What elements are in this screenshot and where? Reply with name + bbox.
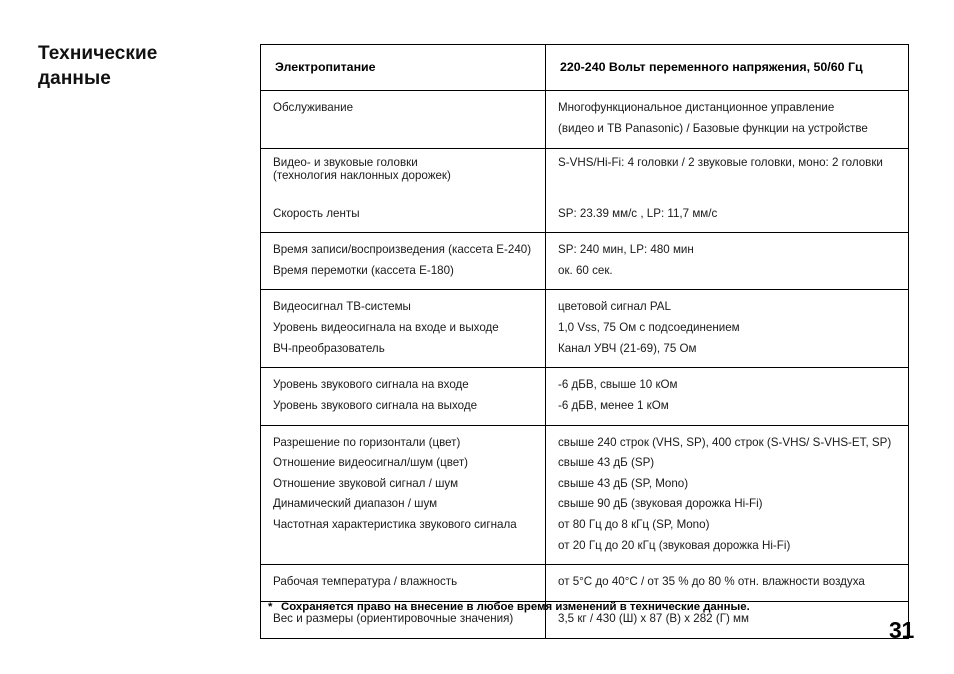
row-value-cell	[546, 425, 909, 565]
cell-line: Видео- и звуковые головки	[273, 155, 418, 169]
cell-line: -6 дБВ, менее 1 кОм	[558, 398, 669, 412]
footnote-marker: *	[268, 601, 273, 613]
cell-line: Обслуживание	[273, 101, 354, 115]
cell-line: от 80 Гц до 8 кГц (SP, Mono)	[558, 518, 710, 532]
cell-line: от 5°C до 40°C / от 35 % до 80 % отн. влажности воздуха	[558, 575, 865, 589]
row-value-cell	[546, 368, 909, 425]
cell-line: Видеосигнал ТВ-системы	[273, 300, 411, 314]
table-row	[261, 290, 909, 368]
cell-line: ВЧ-преобразователь	[273, 341, 385, 355]
cell-line-list	[273, 156, 535, 225]
cell-line: (технология наклонных дорожек)	[273, 169, 451, 183]
row-value-cell	[546, 290, 909, 368]
row-value-cell	[546, 233, 909, 290]
cell-line: Частотная характеристика звукового сигнала	[273, 518, 517, 532]
cell-line-list	[273, 572, 535, 593]
table-row	[261, 425, 909, 565]
footnote	[268, 601, 928, 613]
cell-line: Уровень звукового сигнала на входе	[273, 378, 469, 392]
cell-line-list	[558, 156, 898, 225]
cell-line: 3,5 кг / 430 (Ш) x 87 (В) x 282 (Г) мм	[558, 611, 749, 625]
cell-line-list	[558, 433, 898, 557]
specifications-table-body	[261, 45, 909, 639]
cell-line: от 20 Гц до 20 кГц (звуковая дорожка Hi-Fi)	[558, 538, 791, 552]
page-title	[38, 41, 248, 91]
cell-line-list	[558, 98, 898, 139]
cell-line-list	[558, 240, 898, 281]
cell-line: Отношение звуковой сигнал / шум	[273, 476, 459, 490]
header-label-cell: Электропитание	[261, 45, 546, 91]
row-label-cell	[261, 565, 546, 602]
cell-line: свыше 240 строк (VHS, SP), 400 строк (S-VHS/ S-VHS-ET, SP)	[558, 435, 892, 449]
footnote-text: Сохраняется право на внесение в любое время изменений в технические данные.	[281, 601, 750, 613]
table-header-row	[261, 45, 909, 91]
row-label-cell	[261, 290, 546, 368]
cell-line: (видео и ТВ Panasonic) / Базовые функции на устройстве	[558, 121, 868, 135]
specifications-table	[260, 44, 909, 639]
row-value-cell	[546, 91, 909, 148]
cell-line: SP: 23.39 мм/c , LP: 11,7 мм/c	[558, 206, 718, 220]
table-row	[261, 148, 909, 233]
cell-line: свыше 90 дБ (звуковая дорожка Hi-Fi)	[558, 497, 763, 511]
cell-line: ок. 60 сек.	[558, 263, 613, 277]
cell-line: Вес и размеры (ориентировочные значения)	[273, 611, 514, 625]
cell-line: Динамический диапазон / шум	[273, 497, 438, 511]
cell-line: SP: 240 мин, LP: 480 мин	[558, 243, 694, 257]
cell-line: Скорость ленты	[273, 206, 360, 220]
row-label-cell	[261, 368, 546, 425]
cell-line-list	[273, 297, 535, 359]
row-value-cell	[546, 565, 909, 602]
cell-line-list	[558, 297, 898, 359]
table-row	[261, 565, 909, 602]
cell-line: Отношение видеосигнал/шум (цвет)	[273, 456, 469, 470]
cell-line: Уровень видеосигнала на входе и выходе	[273, 321, 499, 335]
table-row	[261, 91, 909, 148]
cell-line: Канал УВЧ (21-69), 75 Ом	[558, 341, 697, 355]
row-value-cell	[546, 148, 909, 233]
cell-line: Уровень звукового сигнала на выходе	[273, 398, 478, 412]
cell-line: Многофункциональное дистанционное управление	[558, 101, 835, 115]
cell-line-list	[558, 572, 898, 593]
cell-line: -6 дБВ, свыше 10 кОм	[558, 378, 678, 392]
cell-line-list	[273, 375, 535, 416]
cell-line-list	[273, 98, 535, 119]
cell-line-list	[273, 240, 535, 281]
cell-line: цветовой сигнал PAL	[558, 300, 671, 314]
row-label-cell	[261, 148, 546, 233]
row-label-cell	[261, 91, 546, 148]
cell-line: S-VHS/Hi-Fi: 4 головки / 2 звуковые головки, моно: 2 головки	[558, 155, 883, 169]
cell-line-list	[558, 375, 898, 416]
header-value-cell: 220-240 Вольт переменного напряжения, 50/60 Гц	[560, 60, 863, 74]
row-label-cell	[261, 233, 546, 290]
table-row	[261, 368, 909, 425]
cell-line: Время перемотки (кассета E-180)	[273, 263, 454, 277]
cell-line: 1,0 Vss, 75 Ом с подсоединением	[558, 321, 740, 335]
cell-line: свыше 43 дБ (SP)	[558, 456, 655, 470]
cell-line: Время записи/воспроизведения (кассета E-240)	[273, 243, 532, 257]
cell-line: свыше 43 дБ (SP, Mono)	[558, 476, 689, 490]
table-row	[261, 233, 909, 290]
cell-line-list	[273, 433, 535, 536]
page-number: 31	[889, 617, 914, 643]
cell-line: Рабочая температура / влажность	[273, 575, 458, 589]
row-label-cell	[261, 425, 546, 565]
cell-line: Разрешение по горизонтали (цвет)	[273, 435, 461, 449]
page-title-line-1: Технические	[38, 43, 158, 64]
page-title-line-2: данные	[38, 68, 111, 90]
